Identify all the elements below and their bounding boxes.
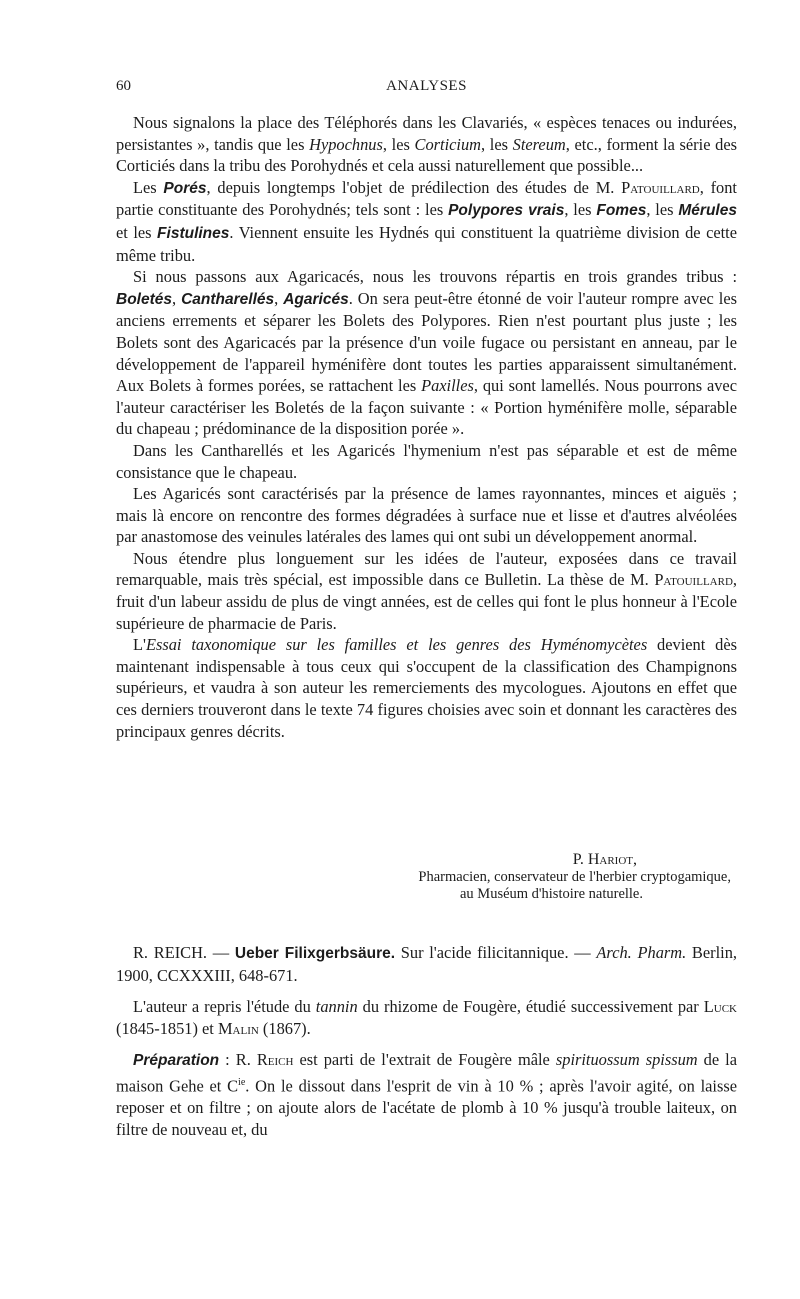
paragraph: Nous signalons la place des Téléphorés dans les Clavariés, « espèces tenaces ou indurées, persistantes », tandis que les Hypochnus, les Corticium, les Stereum, etc., forment la série des Corticiés dans la tribu des Porohydnés et cela aussi naturellement que possible... xyxy=(116,113,737,176)
signature-role: au Muséum d'histoire naturelle. xyxy=(459,886,643,902)
paragraph: Préparation : R. Reich est parti de l'extrait de Fougère mâle spirituossum spissum de la maison Gehe et $C^{ie}$. On le dissout dans l'esprit de vin à 10 % ; après l'avoir agité, on laisse reposer et on filtre ; on ajoute alors de l'acétate de plomb à 10 % jusqu'à trouble laiteux, on filtre de nouveau et, du xyxy=(116,1050,738,1139)
page-number: 60 xyxy=(116,78,131,94)
paragraph: Les Agaricés sont caractérisés par la présence de lames rayonnantes, minces et aiguës ; mais là encore on rencontre des formes dégradées à surface nue et lisse et d'autres alvéolées par anastomose des veinules latérales des lames qui ont subi un développement anormal. xyxy=(116,484,737,547)
article-2-body xyxy=(116,942,737,1140)
signature-block xyxy=(116,850,737,903)
paragraph: Dans les Cantharellés et les Agaricés l'hymenium n'est pas séparable et est de même consistance que le chapeau. xyxy=(116,440,737,482)
paragraph: L'auteur a repris l'étude du tannin du rhizome de Fougère, étudié successivement par Luck (1845-1851) et Malin (1867). xyxy=(116,997,737,1038)
running-title: ANALYSES xyxy=(386,78,467,94)
paragraph: Les Porés, depuis longtemps l'objet de prédilection des études de M. Patouillard, font partie constituante des Porohydnés; tels sont : les Polypores vrais, les Fomes, les Mérules et les Fistulines. Viennent ensuite les Hydnés qui constituent la quatrième division de cette même tribu. xyxy=(116,177,737,265)
paragraph: Si nous passons aux Agaricacés, nous les trouvons répartis en trois grandes tribus : Boletés, Cantharellés, Agaricés. On sera peut-être étonné de voir l'auteur rompre avec les anciens errements et séparer les Bolets des Polypores. Rien n'est pourtant plus juste ; les Bolets sont des Agaricacés par la présence d'un voile fugace ou persistant en anneau, par le développement de l'appareil hyménifère dont toutes les parties apparaissent simultanément. Aux Bolets à formes porées, se rattachent les Paxilles, qui sont lamellés. Nous pourrons avec l'auteur caractériser les Boletés de la façon suivante : « Portion hyménifère molle, séparable du chapeau ; prédominance de la disposition porée ». xyxy=(116,267,737,439)
citation: R. REICH. — Ueber Filixgerbsäure. Sur l'acide filicitannique. — Arch. Pharm. Berlin, 1900, CCXXXIII, 648-671. xyxy=(116,943,737,985)
page-header xyxy=(116,78,737,102)
paragraph: L'Essai taxonomique sur les familles et les genres des Hyménomycètes devient dès maintenant indispensable à tous ceux qui s'occupent de la classification des Champignons supérieurs, et vaudra à son auteur les remerciements des mycologues. Ajoutons en effet que ces derniers trouveront dans le texte 74 figures choisies avec soin et donnant les caractères des principaux genres décrits. xyxy=(116,635,737,741)
paragraph: Nous étendre plus longuement sur les idées de l'auteur, exposées dans ce travail remarquable, mais très spécial, est impossible dans ce Bulletin. La thèse de M. Patouillard, fruit d'un labeur assidu de plus de vingt années, est de celles qui font le plus honneur à l'Ecole supérieure de pharmacie de Paris. xyxy=(116,548,737,633)
article-1-body xyxy=(116,112,737,742)
signature-role: Pharmacien, conservateur de l'herbier cryptogamique, xyxy=(418,869,731,885)
signature-name: P. Hariot, xyxy=(572,851,637,868)
